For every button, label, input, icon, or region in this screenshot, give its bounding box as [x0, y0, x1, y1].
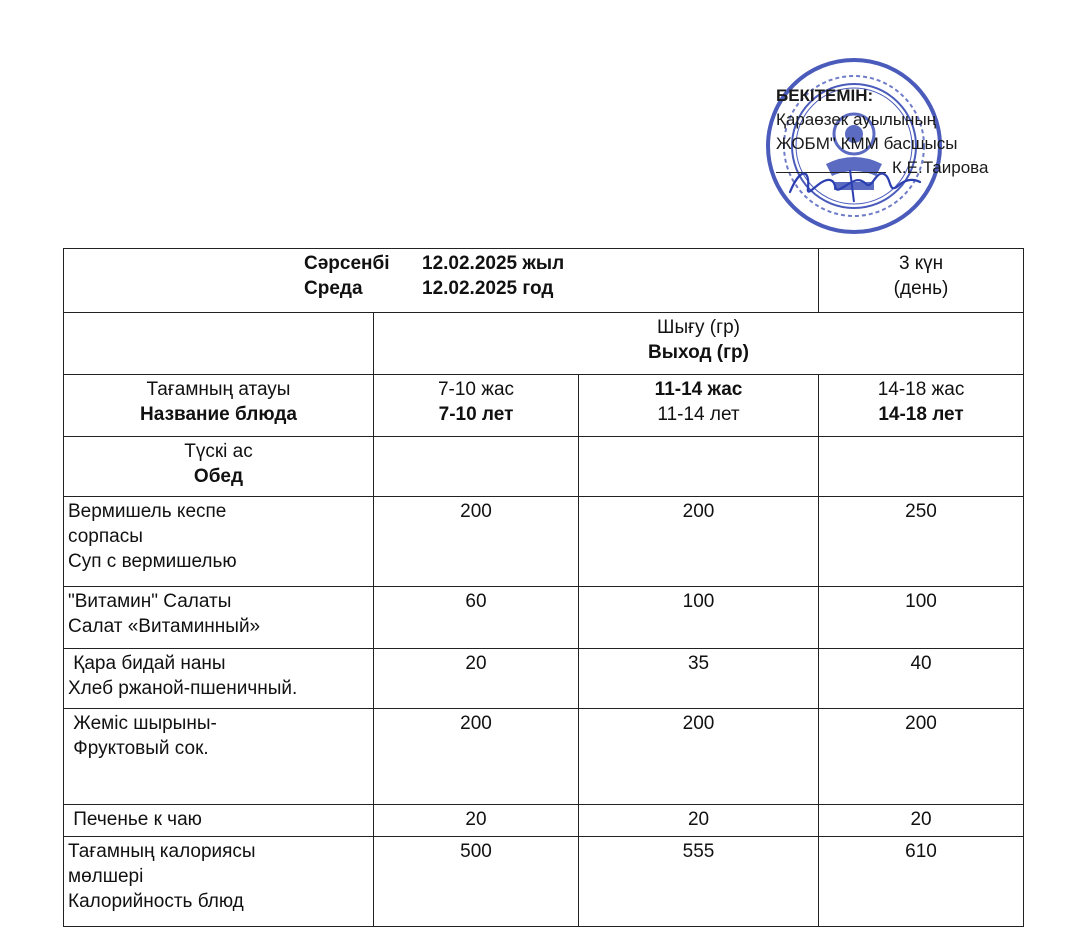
empty-cell — [64, 313, 374, 375]
col-age2-kz: 11-14 жас — [654, 379, 743, 400]
portion-age2: 100 — [579, 587, 819, 649]
dish-name — [64, 587, 374, 649]
col-age3-header — [819, 375, 1024, 437]
dish-name-line: Печенье к чаю — [68, 809, 202, 830]
output-label-kz: Шығу (гр) — [657, 317, 740, 338]
col-age3-ru: 14-18 лет — [878, 404, 964, 425]
table-row — [64, 649, 1024, 709]
dish-name-line: Хлеб ржаной-пшеничный. — [68, 678, 298, 699]
day-number-cell — [819, 249, 1024, 313]
output-header-row — [64, 313, 1024, 375]
dish-name — [64, 805, 374, 837]
portion-age3: 20 — [819, 805, 1024, 837]
day-ru: Среда — [304, 278, 363, 299]
dish-name-line: Салат «Витаминный» — [68, 616, 261, 637]
portion-age1: 20 — [374, 805, 579, 837]
portion-age2: 200 — [579, 709, 819, 805]
output-label-ru: Выход (гр) — [648, 342, 749, 363]
portion-age3: 100 — [819, 587, 1024, 649]
portion-age3: 200 — [819, 709, 1024, 805]
dish-name-line: мөлшері — [68, 866, 144, 887]
portion-age1: 200 — [374, 709, 579, 805]
portion-age1: 200 — [374, 497, 579, 587]
calories-age2: 555 — [579, 837, 819, 927]
date-ru: 12.02.2025 год — [422, 278, 554, 299]
dish-name — [64, 649, 374, 709]
approval-signer: К.Е.Таирова — [892, 158, 989, 177]
col-name-ru: Название блюда — [140, 404, 297, 425]
dish-name-line: "Витамин" Салаты — [68, 591, 232, 612]
meal-ru: Обед — [193, 466, 244, 487]
dish-name-line: Жеміс шырыны- — [68, 713, 217, 734]
dish-name-line: Тағамның калориясы — [68, 841, 256, 862]
dish-name-line: Вермишель кеспе — [68, 501, 227, 522]
meal-row — [64, 437, 1024, 497]
empty-cell — [374, 437, 579, 497]
table-row — [64, 837, 1024, 927]
approval-line-1: Қараөзек ауылының — [776, 110, 937, 129]
date-line-ru — [304, 276, 814, 301]
date-header-row — [64, 249, 1024, 313]
table-row — [64, 587, 1024, 649]
approval-title: БЕКІТЕМІН: — [776, 86, 874, 105]
day-number-ru: (день) — [893, 278, 949, 299]
table-row — [64, 709, 1024, 805]
day-kz: Сәрсенбі — [304, 253, 390, 274]
menu-table — [63, 248, 1024, 927]
dish-name — [64, 837, 374, 927]
approval-line-2: ЖОБМ" КММ басшысы — [776, 134, 958, 153]
day-number-kz: 3 күн — [898, 253, 944, 274]
empty-cell — [579, 437, 819, 497]
portion-age2: 20 — [579, 805, 819, 837]
col-age2-header — [579, 375, 819, 437]
col-age1-ru: 7-10 лет — [438, 404, 514, 425]
portion-age2: 35 — [579, 649, 819, 709]
portion-age1: 60 — [374, 587, 579, 649]
dish-name-line: Суп с вермишелью — [68, 551, 237, 572]
date-cell — [64, 249, 819, 313]
dish-name-line: Қара бидай наны — [68, 653, 226, 674]
col-name-kz: Тағамның атауы — [146, 379, 291, 400]
empty-cell — [819, 437, 1024, 497]
dish-name-line: Калорийность блюд — [68, 891, 244, 912]
col-age1-kz: 7-10 жас — [437, 379, 515, 400]
col-age1-header — [374, 375, 579, 437]
calories-age1: 500 — [374, 837, 579, 927]
col-age3-kz: 14-18 жас — [877, 379, 965, 400]
col-age2-ru: 11-14 лет — [657, 404, 740, 425]
calories-age3: 610 — [819, 837, 1024, 927]
portion-age3: 250 — [819, 497, 1024, 587]
date-kz: 12.02.2025 жыл — [422, 253, 565, 274]
table-row — [64, 805, 1024, 837]
meal-kz: Түскі ас — [184, 441, 253, 462]
dish-name — [64, 709, 374, 805]
dish-name-line: сорпасы — [68, 526, 143, 547]
table-row — [64, 497, 1024, 587]
portion-age3: 40 — [819, 649, 1024, 709]
dish-name-line: Фруктовый сок. — [68, 738, 209, 759]
dish-name — [64, 497, 374, 587]
handwritten-signature — [780, 158, 930, 206]
meal-cell — [64, 437, 374, 497]
portion-age2: 200 — [579, 497, 819, 587]
column-header-row — [64, 375, 1024, 437]
col-name-header — [64, 375, 374, 437]
output-cell — [374, 313, 1024, 375]
portion-age1: 20 — [374, 649, 579, 709]
date-line-kz — [304, 251, 814, 276]
